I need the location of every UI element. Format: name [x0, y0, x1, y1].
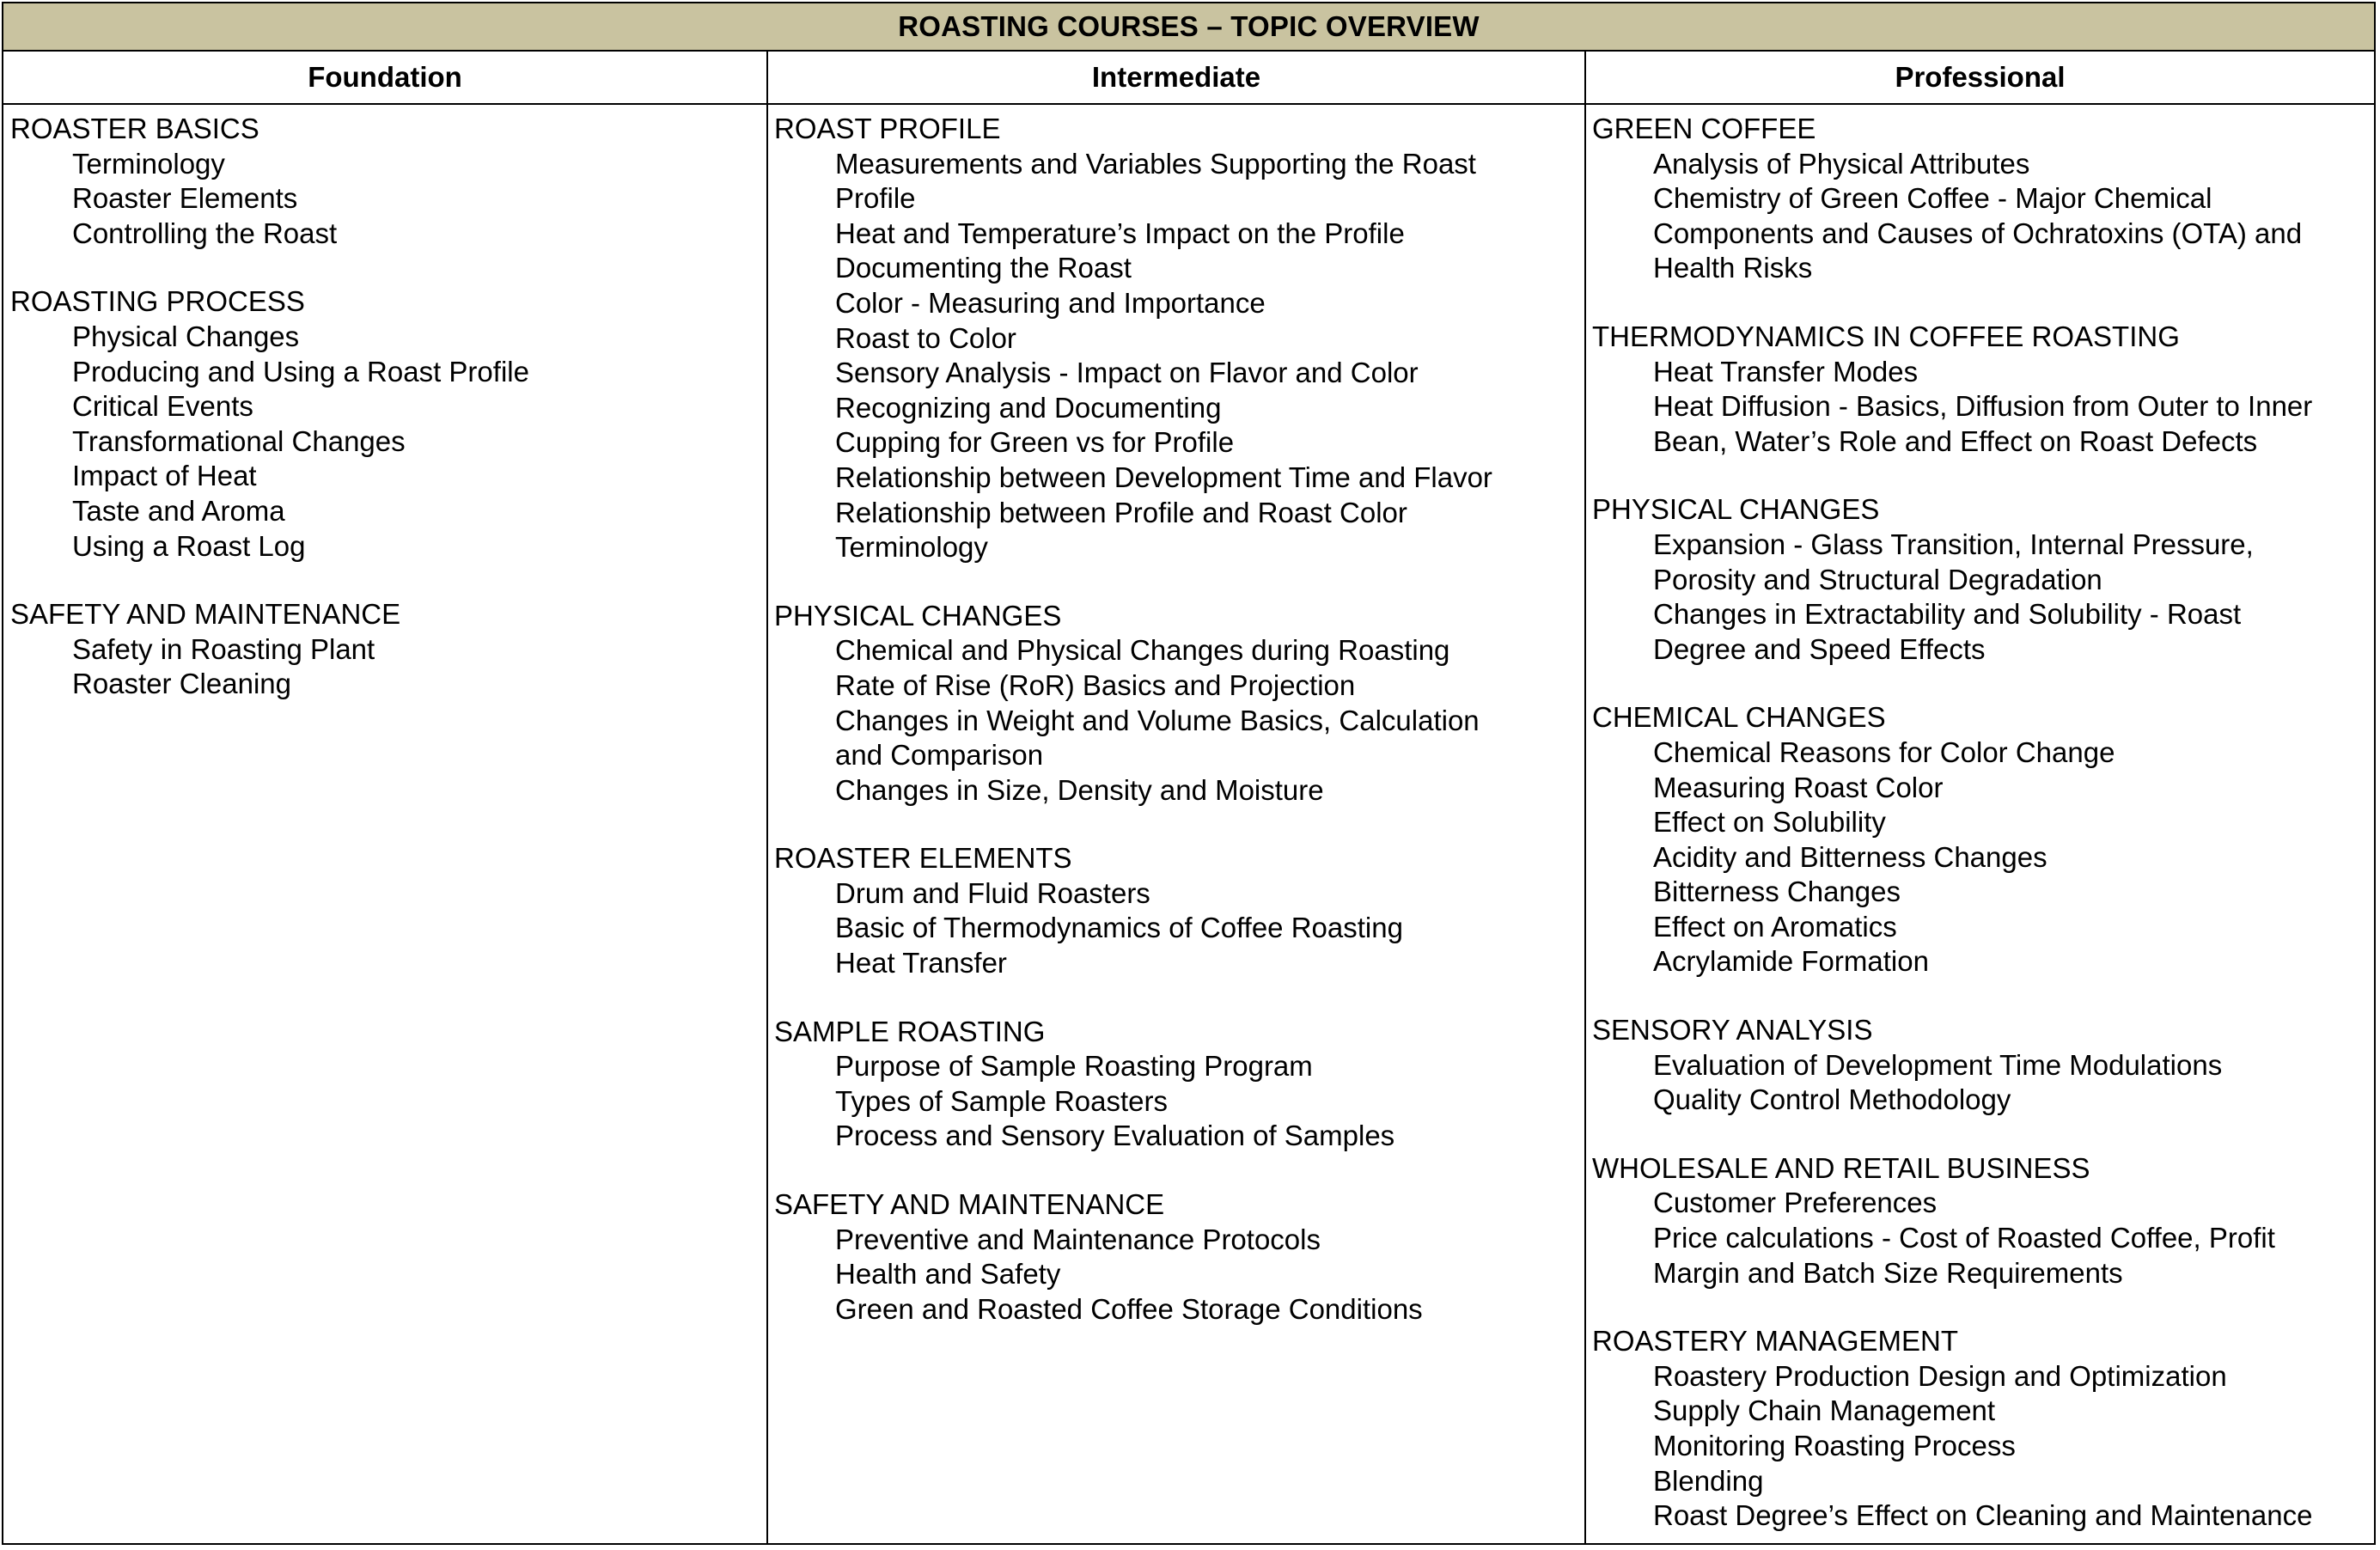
section-heading: GREEN COFFEE	[1592, 113, 1816, 144]
topic-item: Measurements and Variables Supporting the Roast	[835, 147, 1476, 180]
topic-item: Chemistry of Green Coffee - Major Chemical	[1653, 182, 2212, 215]
section-heading: SAFETY AND MAINTENANCE	[774, 1188, 1165, 1221]
section-heading: ROASTING PROCESS	[10, 285, 305, 318]
topic-item: Drum and Fluid Roasters	[835, 876, 1150, 909]
section-heading: PHYSICAL CHANGES	[1592, 493, 1880, 526]
professional-column	[1586, 105, 2374, 1543]
topic-item: Profile	[835, 182, 916, 215]
topic-item: Customer Preferences	[1653, 1187, 1938, 1219]
topic-item: Health Risks	[1653, 252, 1813, 284]
topic-section	[10, 112, 766, 251]
topic-item: Roast to Color	[835, 321, 1016, 354]
topic-item: Components and Causes of Ochratoxins (OTA) and	[1653, 217, 2303, 249]
topic-item: Chemical Reasons for Color Change	[1653, 735, 2115, 768]
column-header-intermediate: Intermediate	[768, 52, 1586, 103]
column-header-foundation: Foundation	[3, 52, 768, 103]
topic-item: Heat Transfer	[835, 947, 1007, 979]
topic-item: Effect on Solubility	[1653, 806, 1886, 839]
topic-item: Heat Diffusion - Basics, Diffusion from Outer to Inner	[1653, 390, 2313, 423]
topic-item: Price calculations - Cost of Roasted Coffee, Profit	[1653, 1222, 2275, 1254]
topic-item: Terminology	[835, 531, 988, 564]
section-heading: SENSORY ANALYSIS	[1592, 1014, 1873, 1047]
section-heading: CHEMICAL CHANGES	[1592, 701, 1886, 734]
topic-section	[1592, 1324, 2374, 1534]
topic-item: Blending	[1653, 1464, 1764, 1497]
topic-section	[774, 1015, 1584, 1154]
topic-item: Impact of Heat	[72, 460, 257, 492]
topic-item: Physical Changes	[72, 320, 300, 352]
topic-item: Roaster Elements	[72, 182, 298, 215]
topic-item: Producing and Using a Roast Profile	[72, 355, 529, 388]
topic-section	[774, 1187, 1584, 1327]
topic-item: Recognizing and Documenting	[835, 391, 1222, 424]
topic-item: Rate of Rise (RoR) Basics and Projection	[835, 668, 1356, 701]
topic-item: Types of Sample Roasters	[835, 1084, 1169, 1117]
topic-item: Bean, Water’s Role and Effect on Roast Defects	[1653, 424, 2258, 457]
topic-item: Changes in Weight and Volume Basics, Calculation	[835, 704, 1480, 736]
topic-item: Measuring Roast Color	[1653, 771, 1944, 803]
topic-section	[10, 597, 766, 702]
topic-item: Basic of Thermodynamics of Coffee Roasting	[835, 912, 1403, 944]
topic-item: Taste and Aroma	[72, 494, 285, 527]
section-heading: SAFETY AND MAINTENANCE	[10, 598, 401, 631]
topic-item: Heat Transfer Modes	[1653, 355, 1919, 388]
topic-item: Health and Safety	[835, 1258, 1061, 1291]
topic-item: Purpose of Sample Roasting Program	[835, 1050, 1313, 1083]
topic-item: Acrylamide Formation	[1653, 945, 1929, 978]
section-heading: ROASTERY MANAGEMENT	[1592, 1325, 1959, 1358]
topic-item: Margin and Batch Size Requirements	[1653, 1256, 2123, 1289]
topic-item: Sensory Analysis - Impact on Flavor and Color	[835, 357, 1419, 389]
topic-item: and Comparison	[835, 739, 1044, 772]
topic-section	[1592, 112, 2374, 286]
topic-item: Bitterness Changes	[1653, 876, 1901, 908]
topic-section	[10, 284, 766, 564]
topic-item: Degree and Speed Effects	[1653, 632, 1986, 665]
topic-item: Roast Degree’s Effect on Cleaning and Maintenance	[1653, 1499, 2313, 1532]
topic-item: Changes in Size, Density and Moisture	[835, 773, 1324, 806]
topic-item: Relationship between Profile and Roast Color	[835, 496, 1407, 528]
section-heading: ROASTER BASICS	[10, 113, 259, 144]
course-overview-table	[2, 2, 2376, 1545]
topic-item: Roastery Production Design and Optimization	[1653, 1359, 2227, 1392]
section-heading: WHOLESALE AND RETAIL BUSINESS	[1592, 1151, 2090, 1184]
intermediate-column	[768, 105, 1586, 1543]
topic-item: Color - Measuring and Importance	[835, 286, 1266, 319]
topic-section	[774, 841, 1584, 980]
table-body-row	[3, 105, 2374, 1543]
topic-section	[774, 599, 1584, 809]
column-header-professional: Professional	[1895, 61, 2066, 93]
topic-item: Relationship between Development Time and Flavor	[835, 461, 1492, 493]
topic-item: Documenting the Roast	[835, 252, 1132, 284]
topic-section	[1592, 320, 2374, 459]
topic-item: Using a Roast Log	[72, 529, 306, 562]
topic-item: Monitoring Roasting Process	[1653, 1430, 2016, 1462]
section-heading: ROASTER ELEMENTS	[774, 842, 1072, 875]
topic-item: Acidity and Bitterness Changes	[1653, 840, 2047, 873]
topic-item: Analysis of Physical Attributes	[1653, 147, 2030, 180]
section-heading: SAMPLE ROASTING	[774, 1015, 1046, 1047]
topic-item: Green and Roasted Coffee Storage Conditions	[835, 1292, 1423, 1325]
topic-section	[1592, 1151, 2374, 1291]
topic-item: Controlling the Roast	[72, 217, 338, 249]
topic-item: Cupping for Green vs for Profile	[835, 426, 1235, 459]
topic-item: Transformational Changes	[72, 424, 406, 457]
topic-item: Evaluation of Development Time Modulations	[1653, 1048, 2223, 1081]
topic-item: Heat and Temperature’s Impact on the Profile	[835, 217, 1405, 249]
table-header-row	[3, 52, 2374, 105]
topic-section	[1592, 492, 2374, 667]
section-heading: PHYSICAL CHANGES	[774, 599, 1062, 632]
topic-item: Porosity and Structural Degradation	[1653, 563, 2102, 595]
topic-item: Roaster Cleaning	[72, 668, 291, 700]
topic-item: Critical Events	[72, 390, 253, 423]
topic-item: Process and Sensory Evaluation of Samples	[835, 1120, 1395, 1152]
topic-section	[1592, 1013, 2374, 1118]
topic-item: Expansion - Glass Transition, Internal Pressure,	[1653, 528, 2254, 560]
topic-item: Supply Chain Management	[1653, 1394, 1996, 1427]
topic-section	[1592, 700, 2374, 979]
topic-item: Quality Control Methodology	[1653, 1083, 2011, 1116]
topic-item: Preventive and Maintenance Protocols	[835, 1223, 1321, 1255]
topic-item: Terminology	[72, 147, 225, 180]
topic-item: Chemical and Physical Changes during Roasting	[835, 634, 1450, 667]
topic-section	[774, 112, 1584, 565]
section-heading: THERMODYNAMICS IN COFFEE ROASTING	[1592, 320, 2180, 352]
section-heading: ROAST PROFILE	[774, 113, 1001, 144]
topic-item: Effect on Aromatics	[1653, 910, 1897, 943]
topic-item: Safety in Roasting Plant	[72, 632, 375, 665]
foundation-column	[3, 105, 768, 1543]
table-title: ROASTING COURSES – TOPIC OVERVIEW	[3, 3, 2374, 52]
topic-item: Changes in Extractability and Solubility - Roast	[1653, 598, 2242, 631]
